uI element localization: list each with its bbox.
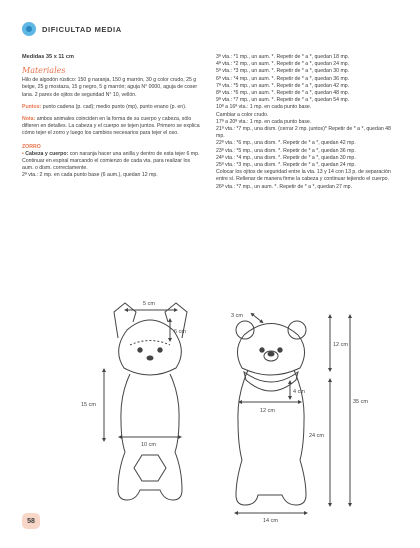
color-change: Cambiar a color crudo. bbox=[216, 111, 269, 118]
measures-title: Medidas 35 x 11 cm bbox=[22, 54, 74, 60]
eyes-instruction: Colocar los ojitos de seguridad entre la vta. 13 y 14 con 13 p. de separación entre sí. Rellenar de manera firme la cabeza y continuar tejiendo el cuerpo. bbox=[216, 169, 391, 183]
note-text: ambos animales coinciden en la forma de su cuerpo y cabeza, sólo difieren en detalles. La cabeza y el cuerpo se tejen juntos. Primero se explica cómo tejer el zorro y luego los cambios necesarios para tejer el oso. bbox=[22, 116, 200, 137]
difficulty-dot-icon bbox=[22, 22, 36, 36]
bullet: • bbox=[22, 150, 24, 157]
fox-face bbox=[138, 348, 162, 360]
bear-scarf-label: 4 cm bbox=[293, 389, 305, 395]
row-25: 25ª vta.: *3 mp., una dism. *. Repetir de * a *, quedan 24 mp. bbox=[216, 162, 356, 169]
fox-section-title: ZORRO bbox=[22, 143, 41, 150]
body-paragraph bbox=[22, 151, 202, 173]
bear-bottom-label: 14 cm bbox=[263, 518, 278, 524]
bear-head-label: 12 cm bbox=[333, 342, 348, 348]
bear-ear-measure bbox=[252, 314, 262, 322]
difficulty-label: DIFICULTAD MEDIA bbox=[42, 24, 122, 34]
row-17-20: 17ª a 20ª vta.: 1 mp. en cada punto base. bbox=[216, 118, 312, 125]
row-26: 26ª vta.: *7 mp., un aum. *. Repetir de * a *, quedan 27 mp. bbox=[216, 183, 353, 190]
materials-text: Hilo de algodón rústico: 150 g naranja, 150 g marrón, 30 g color crudo, 25 g beige, 25 g mostaza, 15 g negro, 5 g marrón; aguja N° 0000, aguja de coser lana. 2 pares de ojitos de seguridad N° 10, vellón. bbox=[22, 77, 198, 98]
row-4: 4ª vta.: *2 mp., un aum. *. Repetir de * a *, quedan 24 mp. bbox=[216, 61, 350, 68]
row-5: 5ª vta.: *3 mp., un aum. *. Repetir de * a *, quedan 30 mp. bbox=[216, 68, 350, 75]
fox-belly-label: 10 cm bbox=[141, 442, 156, 448]
bear-total-label: 35 cm bbox=[353, 399, 368, 405]
row-24: 24ª vta.: *4 mp., una dism. *. Repetir de * a *, quedan 30 mp. bbox=[216, 154, 356, 161]
row-10-16: 10ª a 16ª vta.: 1 mp. en cada punto base. bbox=[216, 104, 312, 111]
right-column bbox=[216, 54, 400, 191]
row-2: 2ª vta.: 2 mp. en cada punto base (6 aum.), quedan 12 mp. bbox=[22, 172, 158, 179]
points-label: Puntos: bbox=[22, 103, 42, 110]
fox-ear-label: 5 cm bbox=[143, 301, 155, 307]
points-text: punto cadena (p. cad); medio punto (mp), punto enano (p. en). bbox=[41, 103, 187, 110]
fox-belly-hexagon bbox=[134, 455, 166, 481]
note-paragraph bbox=[22, 116, 202, 138]
points-paragraph bbox=[22, 104, 202, 111]
row-3: 3ª vta.: *1 mp., un aum. *. Repetir de * a *, quedan 18 mp. bbox=[216, 54, 350, 60]
difficulty-header bbox=[22, 22, 122, 36]
bear-body-width-label: 12 cm bbox=[260, 408, 275, 414]
row-6: 6ª vta.: *4 mp., un aum. *. Repetir de * a *, quedan 36 mp. bbox=[216, 75, 350, 82]
row-7: 7ª vta.: *5 mp., un aum. *. Repetir de * a *, quedan 42 mp. bbox=[216, 82, 350, 89]
bear-ear-label: 3 cm bbox=[231, 313, 243, 319]
page-number: 58 bbox=[22, 513, 40, 529]
materials-title: Materiales bbox=[22, 66, 66, 76]
left-column bbox=[22, 54, 202, 180]
fox-head-label: 6 cm bbox=[174, 329, 186, 335]
bear-face bbox=[260, 348, 282, 361]
row-23: 23ª vta.: *5 mp., una dism. *. Repetir de * a *, quedan 36 mp. bbox=[216, 147, 356, 154]
bear-body-height-label: 24 cm bbox=[309, 433, 324, 439]
note-label: Nota: bbox=[22, 116, 36, 123]
body-text: con naranja hacer una anilla y dentro de esta tejer 6 mp. Continuar en espiral marcando el comienzo de cada vta. para realizar los aum. o dism. correctamente. bbox=[22, 150, 200, 172]
row-22: 22ª vta.: *6 mp., una dism. *. Repetir de * a *, quedan 42 mp. bbox=[216, 140, 356, 147]
row-21: 21ª vta.: *7 mp., una dism. (cerrar 2 mp. juntos)* Repetir de * a *, quedan 48 mp. bbox=[216, 126, 391, 140]
row-9: 9ª vta.: *7 mp., un aum. *. Repetir de * a *, quedan 54 mp. bbox=[216, 97, 350, 104]
fox-height-label: 15 cm bbox=[81, 402, 96, 408]
body-label: Cabeza y cuerpo: bbox=[25, 150, 69, 157]
row-8: 8ª vta.: *6 mp., un aum. *. Repetir de * a *, quedan 48 mp. bbox=[216, 90, 350, 97]
